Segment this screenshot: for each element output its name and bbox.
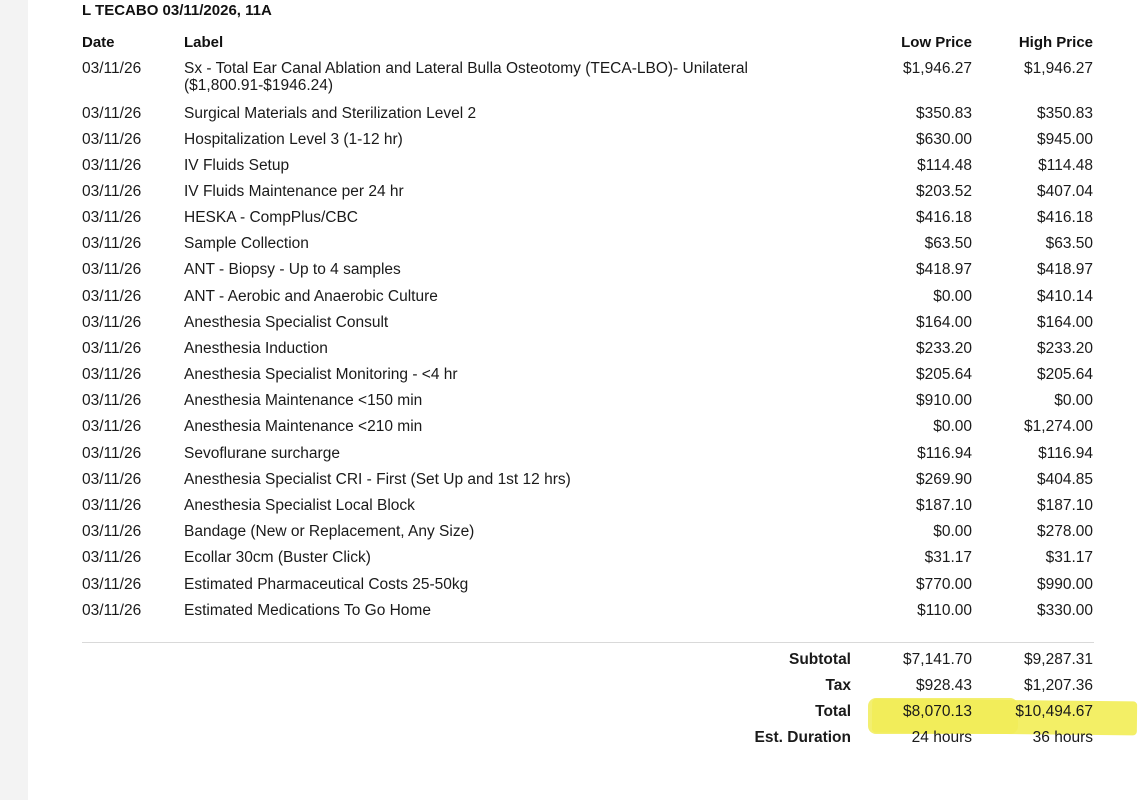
item-low-price: $116.94 bbox=[917, 445, 972, 462]
item-low-price: $630.00 bbox=[915, 131, 972, 148]
item-label-text: Sample Collection bbox=[184, 235, 309, 252]
item-label-text: Estimated Pharmaceutical Costs 25-50kg bbox=[184, 576, 469, 593]
item-low-price: $203.52 bbox=[915, 183, 972, 200]
item-high-price: $205.64 bbox=[1036, 366, 1093, 383]
table-row bbox=[0, 105, 1141, 131]
header-high-price: High Price bbox=[1018, 34, 1093, 51]
item-label-text: Anesthesia Specialist Local Block bbox=[184, 497, 415, 514]
item-low-price: $31.17 bbox=[924, 549, 972, 566]
item-date: 03/11/26 bbox=[82, 314, 142, 331]
summary-divider bbox=[82, 642, 1094, 643]
item-low-price: $164.00 bbox=[915, 314, 972, 331]
item-date: 03/11/26 bbox=[82, 497, 142, 514]
estimate-title: L TECABO 03/11/2026, 11A bbox=[82, 2, 272, 19]
item-date: 03/11/26 bbox=[82, 366, 142, 383]
item-date: 03/11/26 bbox=[82, 288, 142, 305]
item-date: 03/11/26 bbox=[82, 471, 142, 488]
item-high-price: $187.10 bbox=[1036, 497, 1093, 514]
item-low-price: $205.64 bbox=[915, 366, 972, 383]
item-label-text: ANT - Biopsy - Up to 4 samples bbox=[184, 261, 401, 278]
item-low-price: $114.48 bbox=[917, 157, 972, 174]
item-low-price: $63.50 bbox=[924, 235, 972, 252]
table-row bbox=[0, 392, 1141, 418]
item-label-text: Anesthesia Maintenance <150 min bbox=[184, 392, 423, 409]
item-low-price: $770.00 bbox=[915, 576, 972, 593]
item-date: 03/11/26 bbox=[82, 60, 142, 77]
item-high-price: $410.14 bbox=[1036, 288, 1093, 305]
est-duration-high: 36 hours bbox=[1032, 729, 1093, 746]
item-label-text: Hospitalization Level 3 (1-12 hr) bbox=[184, 131, 403, 148]
item-label bbox=[184, 523, 474, 540]
subtotal-low: $7,141.70 bbox=[903, 651, 972, 668]
item-label-text: HESKA - CompPlus/CBC bbox=[184, 209, 358, 226]
item-date: 03/11/26 bbox=[82, 235, 142, 252]
est-duration-label: Est. Duration bbox=[754, 729, 851, 746]
item-high-price: $0.00 bbox=[1054, 392, 1093, 409]
item-label-text: Bandage (New or Replacement, Any Size) bbox=[184, 523, 475, 540]
item-date: 03/11/26 bbox=[82, 340, 142, 357]
item-label-text: Anesthesia Induction bbox=[184, 340, 328, 357]
table-row bbox=[0, 497, 1141, 523]
item-high-price: $278.00 bbox=[1036, 523, 1093, 540]
item-label bbox=[184, 105, 476, 122]
item-label bbox=[184, 60, 748, 94]
total-low: $8,070.13 bbox=[903, 703, 972, 720]
item-label bbox=[184, 497, 415, 514]
header-low-price: Low Price bbox=[901, 34, 972, 51]
table-row bbox=[0, 157, 1141, 183]
item-label bbox=[184, 183, 404, 200]
item-date: 03/11/26 bbox=[82, 157, 142, 174]
item-label-text: Sevoflurane surcharge bbox=[184, 445, 340, 462]
table-row bbox=[0, 131, 1141, 157]
item-date: 03/11/26 bbox=[82, 576, 142, 593]
item-low-price: $350.83 bbox=[915, 105, 972, 122]
tax-high: $1,207.36 bbox=[1024, 677, 1093, 694]
item-low-price: $0.00 bbox=[933, 523, 972, 540]
item-high-price: $350.83 bbox=[1036, 105, 1093, 122]
item-date: 03/11/26 bbox=[82, 602, 142, 619]
item-label bbox=[184, 288, 438, 305]
table-row bbox=[0, 314, 1141, 340]
item-high-price: $1,274.00 bbox=[1024, 418, 1093, 435]
item-label bbox=[184, 131, 403, 148]
item-high-price: $407.04 bbox=[1036, 183, 1093, 200]
item-date: 03/11/26 bbox=[82, 418, 142, 435]
item-label-text: Anesthesia Specialist Consult bbox=[184, 314, 389, 331]
item-high-price: $404.85 bbox=[1036, 471, 1093, 488]
total-label: Total bbox=[815, 703, 851, 720]
table-row bbox=[0, 602, 1141, 628]
table-row bbox=[0, 471, 1141, 497]
item-low-price: $0.00 bbox=[933, 418, 972, 435]
item-high-price: $330.00 bbox=[1036, 602, 1093, 619]
table-row bbox=[0, 549, 1141, 575]
item-low-price: $269.90 bbox=[915, 471, 972, 488]
item-label bbox=[184, 340, 328, 357]
item-low-price: $910.00 bbox=[915, 392, 972, 409]
item-label bbox=[184, 602, 431, 619]
table-row bbox=[0, 523, 1141, 549]
item-label bbox=[184, 366, 458, 383]
item-high-price: $31.17 bbox=[1045, 549, 1093, 566]
item-label bbox=[184, 235, 309, 252]
item-label bbox=[184, 418, 422, 435]
item-label bbox=[184, 392, 422, 409]
item-high-price: $116.94 bbox=[1038, 445, 1093, 462]
item-label bbox=[184, 445, 340, 462]
item-label-text: Anesthesia Maintenance <210 min bbox=[184, 418, 423, 435]
item-low-price: $418.97 bbox=[915, 261, 972, 278]
item-label-text: Anesthesia Specialist Monitoring - <4 hr bbox=[184, 366, 458, 383]
table-row bbox=[0, 288, 1141, 314]
item-label bbox=[184, 209, 358, 226]
total-high: $10,494.67 bbox=[1015, 703, 1093, 720]
item-label-text: Ecollar 30cm (Buster Click) bbox=[184, 549, 371, 566]
item-high-price: $990.00 bbox=[1036, 576, 1093, 593]
table-row bbox=[0, 576, 1141, 602]
item-high-price: $233.20 bbox=[1036, 340, 1093, 357]
table-row bbox=[0, 183, 1141, 209]
item-date: 03/11/26 bbox=[82, 131, 142, 148]
item-label-text: ANT - Aerobic and Anaerobic Culture bbox=[184, 288, 438, 305]
item-high-price: $1,946.27 bbox=[1024, 60, 1093, 77]
item-label bbox=[184, 314, 388, 331]
item-high-price: $114.48 bbox=[1038, 157, 1093, 174]
item-date: 03/11/26 bbox=[82, 209, 142, 226]
item-date: 03/11/26 bbox=[82, 105, 142, 122]
table-row bbox=[0, 445, 1141, 471]
item-label bbox=[184, 549, 371, 566]
item-date: 03/11/26 bbox=[82, 549, 142, 566]
tax-low: $928.43 bbox=[915, 677, 972, 694]
item-high-price: $63.50 bbox=[1045, 235, 1093, 252]
header-date: Date bbox=[82, 34, 115, 51]
table-row bbox=[0, 209, 1141, 235]
item-date: 03/11/26 bbox=[82, 183, 142, 200]
item-label bbox=[184, 576, 468, 593]
item-date: 03/11/26 bbox=[82, 445, 142, 462]
item-label bbox=[184, 471, 571, 488]
tax-label: Tax bbox=[825, 677, 851, 694]
item-date: 03/11/26 bbox=[82, 392, 142, 409]
est-duration-low: 24 hours bbox=[911, 729, 972, 746]
item-low-price: $233.20 bbox=[915, 340, 972, 357]
item-low-price: $0.00 bbox=[933, 288, 972, 305]
item-low-price: $110.00 bbox=[917, 602, 972, 619]
header-label: Label bbox=[184, 34, 224, 51]
item-label bbox=[184, 157, 289, 174]
item-low-price: $187.10 bbox=[915, 497, 972, 514]
item-high-price: $164.00 bbox=[1036, 314, 1093, 331]
item-label-text: IV Fluids Maintenance per 24 hr bbox=[184, 183, 404, 200]
table-row bbox=[0, 235, 1141, 261]
subtotal-label: Subtotal bbox=[789, 651, 851, 668]
item-high-price: $945.00 bbox=[1036, 131, 1093, 148]
item-label-text: Anesthesia Specialist CRI - First (Set Up and 1st 12 hrs) bbox=[184, 471, 571, 488]
table-row bbox=[0, 366, 1141, 392]
item-high-price: $416.18 bbox=[1036, 209, 1093, 226]
item-date: 03/11/26 bbox=[82, 523, 142, 540]
table-row bbox=[0, 60, 1141, 94]
item-low-price: $416.18 bbox=[915, 209, 972, 226]
item-date: 03/11/26 bbox=[82, 261, 142, 278]
table-row bbox=[0, 261, 1141, 287]
item-label-text: Estimated Medications To Go Home bbox=[184, 602, 431, 619]
item-high-price: $418.97 bbox=[1036, 261, 1093, 278]
item-label-text: IV Fluids Setup bbox=[184, 157, 290, 174]
table-row bbox=[0, 418, 1141, 444]
table-row bbox=[0, 340, 1141, 366]
subtotal-high: $9,287.31 bbox=[1024, 651, 1093, 668]
item-low-price: $1,946.27 bbox=[903, 60, 972, 77]
item-label-text: Surgical Materials and Sterilization Level 2 bbox=[184, 105, 477, 122]
item-label bbox=[184, 261, 401, 278]
item-label-range: ($1,800.91-$1946.24) bbox=[184, 77, 334, 94]
item-label-text: Sx - Total Ear Canal Ablation and Lateral Bulla Osteotomy (TECA-LBO)- Unilateral bbox=[184, 60, 748, 77]
